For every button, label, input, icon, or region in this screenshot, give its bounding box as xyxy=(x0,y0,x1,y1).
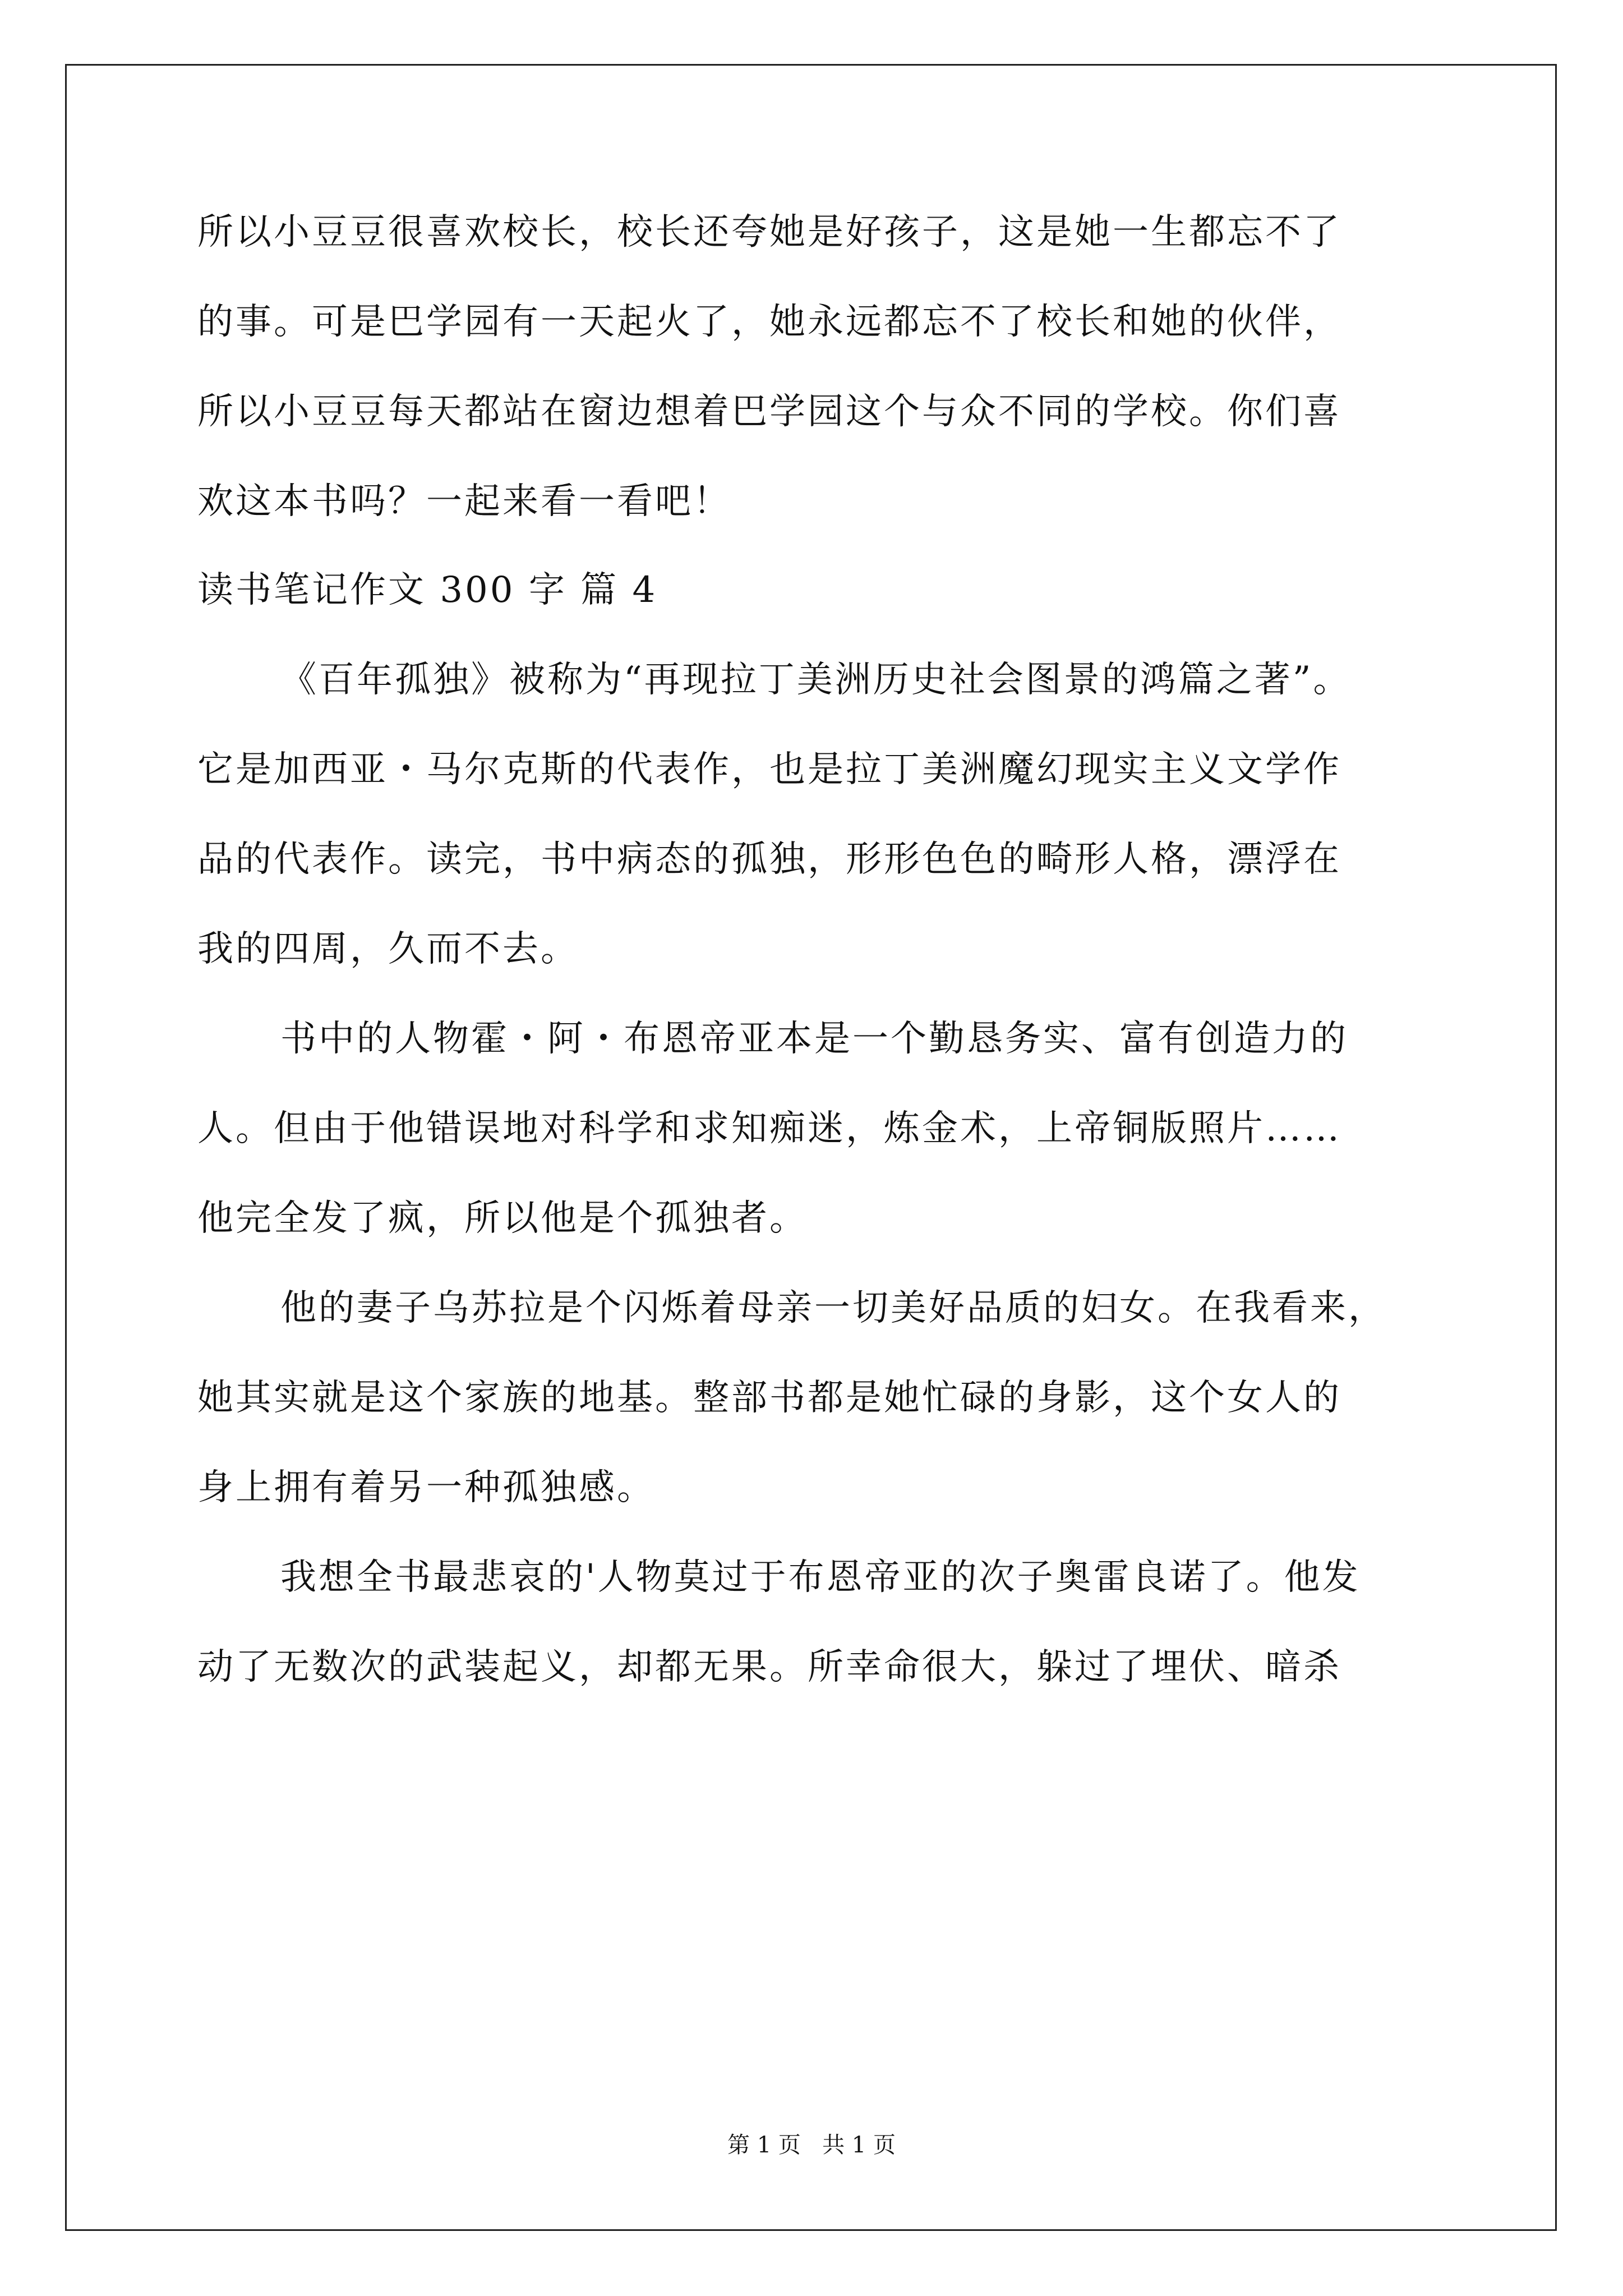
text-line: 动了无数次的武装起义，却都无果。所幸命很大，躲过了埋伏、暗杀 xyxy=(197,1646,1341,1688)
text-line: 我的四周，久而不去。 xyxy=(197,928,579,970)
paragraph-start-line: 我想全书最悲哀的'人物莫过于布恩帝亚的次子奥雷良诺了。他发 xyxy=(280,1557,1361,1598)
text-line: 欢这本书吗？一起来看一看吧！ xyxy=(197,481,731,522)
paragraph-start-line: 书中的人物霍・阿・布恩帝亚本是一个勤恳务实、富有创造力的 xyxy=(280,1018,1348,1060)
text-line: 所以小豆豆每天都站在窗边想着巴学园这个与众不同的学校。你们喜 xyxy=(197,391,1341,432)
text-line: 所以小豆豆很喜欢校长，校长还夸她是好孩子，这是她一生都忘不了 xyxy=(197,211,1341,253)
text-line: 他完全发了疯，所以他是个孤独者。 xyxy=(197,1198,808,1239)
text-line: 人。但由于他错误地对科学和求知痴迷，炼金术，上帝铜版照片…… xyxy=(197,1108,1341,1149)
text-line: 身上拥有着另一种孤独感。 xyxy=(197,1467,655,1508)
text-line: 她其实就是这个家族的地基。整部书都是她忙碌的身影，这个女人的 xyxy=(197,1377,1341,1419)
text-line: 的事。可是巴学园有一天起火了，她永远都忘不了校长和她的伙伴， xyxy=(197,301,1341,343)
paragraph-start-line: 他的妻子乌苏拉是个闪烁着母亲一切美好品质的妇女。在我看来， xyxy=(280,1287,1386,1329)
text-line: 品的代表作。读完，书中病态的孤独，形形色色的畸形人格，漂浮在 xyxy=(197,839,1341,880)
text-line: 它是加西亚・马尔克斯的代表作，也是拉丁美洲魔幻现实主义文学作 xyxy=(197,749,1341,790)
page-number-footer: 第 1 页 共 1 页 xyxy=(727,2132,896,2158)
paragraph-start-line: 《百年孤独》被称为“再现拉丁美洲历史社会图景的鸿篇之著”。 xyxy=(280,659,1352,701)
section-heading: 读书笔记作文 300 字 篇 4 xyxy=(197,569,658,611)
